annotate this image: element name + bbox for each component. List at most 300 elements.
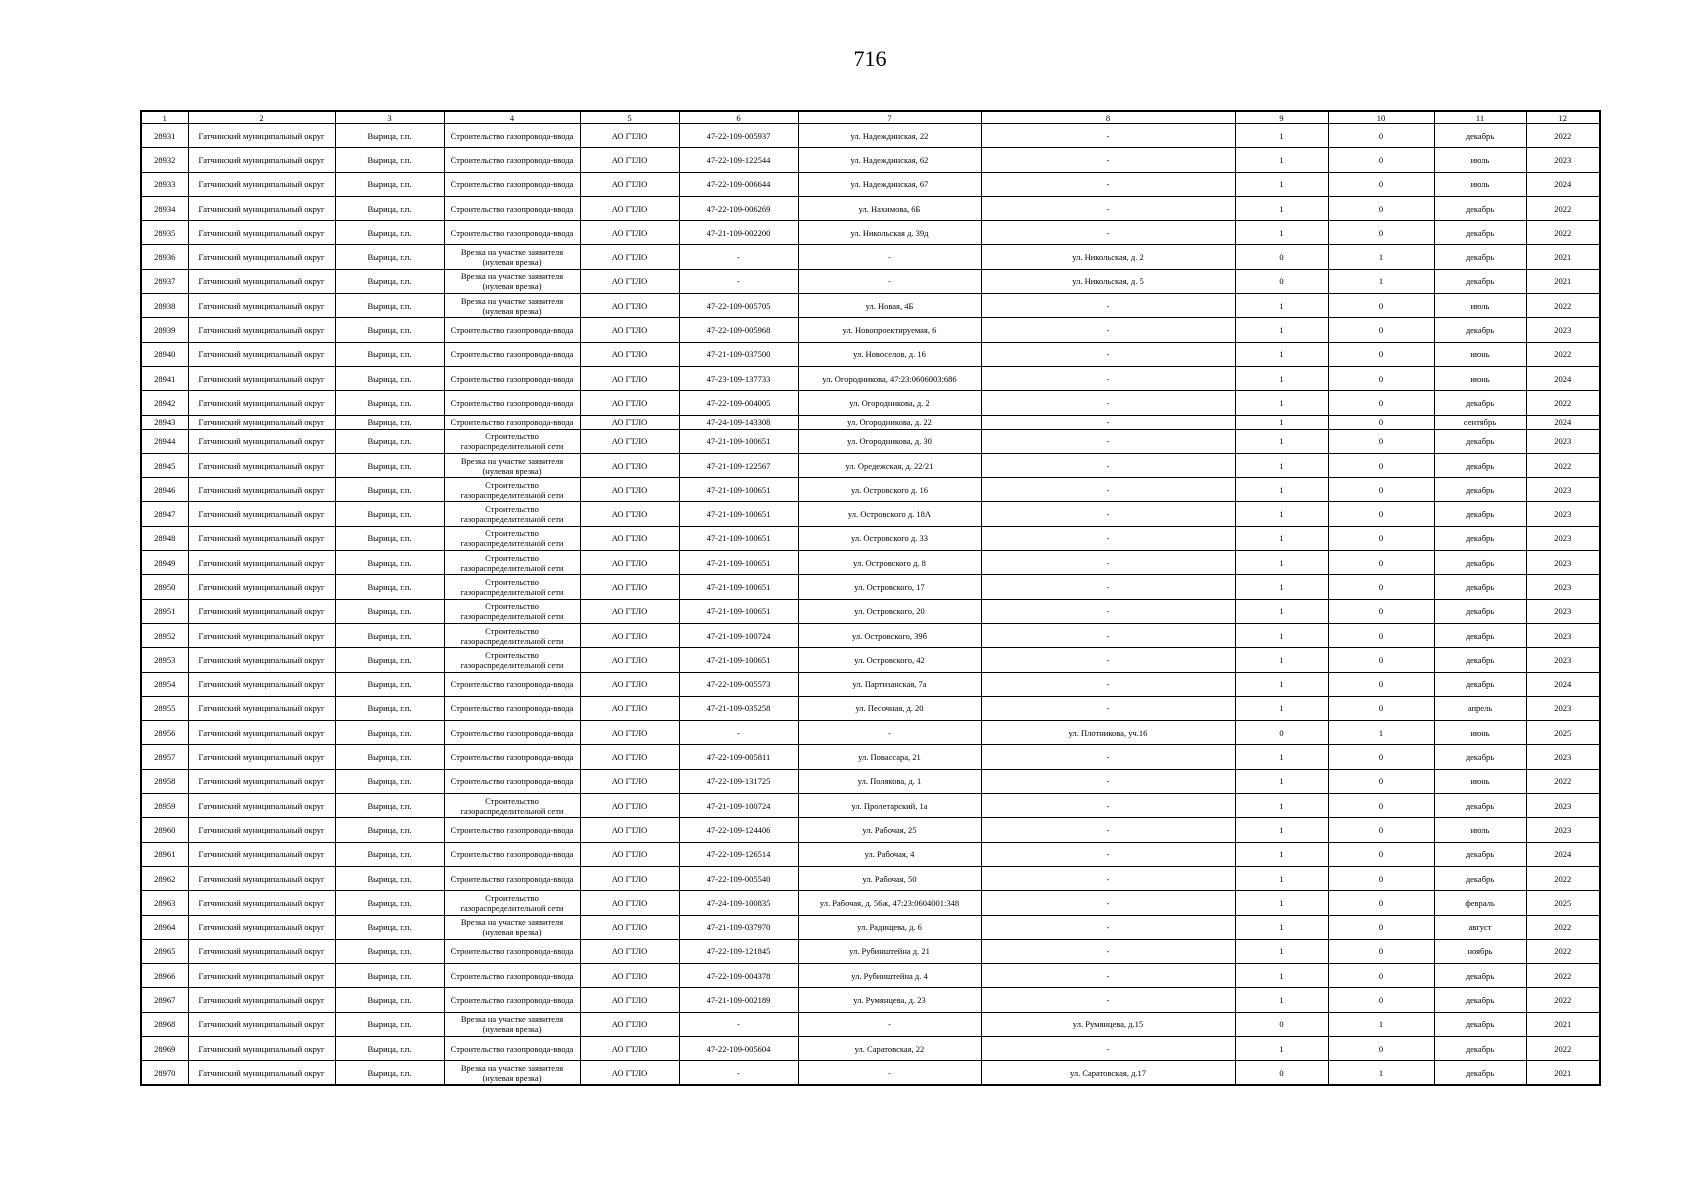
- month-cell: июль: [1434, 294, 1526, 318]
- count-b-cell: 0: [1328, 415, 1434, 429]
- address-cell: ул. Островского д. 16: [798, 478, 981, 502]
- table-row: [141, 245, 1600, 269]
- month-cell: декабрь: [1434, 124, 1526, 148]
- plot-address-cell: -: [981, 866, 1235, 890]
- municipal-district-cell: Гатчинский муниципальный округ: [188, 575, 335, 599]
- count-a-cell: 1: [1235, 453, 1328, 477]
- year-cell: 2023: [1526, 599, 1600, 623]
- month-cell: декабрь: [1434, 648, 1526, 672]
- plot-address-cell: -: [981, 318, 1235, 342]
- municipal-district-cell: Гатчинский муниципальный округ: [188, 391, 335, 415]
- year-cell: 2022: [1526, 294, 1600, 318]
- organization-cell: АО ГТЛО: [580, 551, 679, 575]
- organization-cell: АО ГТЛО: [580, 915, 679, 939]
- address-cell: ул. Огородникова, д. 30: [798, 429, 981, 453]
- month-cell: ноябрь: [1434, 939, 1526, 963]
- plot-address-cell: -: [981, 891, 1235, 915]
- address-cell: ул. Пролетарский, 1а: [798, 794, 981, 818]
- year-cell: 2023: [1526, 648, 1600, 672]
- month-cell: декабрь: [1434, 842, 1526, 866]
- year-cell: 2023: [1526, 429, 1600, 453]
- address-cell: ул. Рабочая, 50: [798, 866, 981, 890]
- work-type-cell: Врезка на участке заявителя (нулевая врезка): [444, 294, 580, 318]
- settlement-cell: Вырица, г.п.: [335, 294, 444, 318]
- year-cell: 2023: [1526, 745, 1600, 769]
- count-b-cell: 0: [1328, 964, 1434, 988]
- settlement-cell: Вырица, г.п.: [335, 769, 444, 793]
- organization-cell: АО ГТЛО: [580, 988, 679, 1012]
- application-number-cell: 47-22-109-005705: [679, 294, 798, 318]
- table-row: [141, 415, 1600, 429]
- count-b-cell: 0: [1328, 1036, 1434, 1060]
- table-header: [141, 111, 1600, 124]
- organization-cell: АО ГТЛО: [580, 342, 679, 366]
- application-number-cell: -: [679, 721, 798, 745]
- table-row: [141, 672, 1600, 696]
- plot-address-cell: -: [981, 769, 1235, 793]
- year-cell: 2022: [1526, 915, 1600, 939]
- settlement-cell: Вырица, г.п.: [335, 551, 444, 575]
- table-row: [141, 964, 1600, 988]
- application-number-cell: 47-22-109-126514: [679, 842, 798, 866]
- column-header: 1: [141, 111, 188, 124]
- organization-cell: АО ГТЛО: [580, 429, 679, 453]
- column-header: 11: [1434, 111, 1526, 124]
- settlement-cell: Вырица, г.п.: [335, 478, 444, 502]
- application-number-cell: -: [679, 269, 798, 293]
- count-a-cell: 1: [1235, 391, 1328, 415]
- municipal-district-cell: Гатчинский муниципальный округ: [188, 1061, 335, 1085]
- count-b-cell: 0: [1328, 623, 1434, 647]
- year-cell: 2022: [1526, 1036, 1600, 1060]
- count-b-cell: 0: [1328, 221, 1434, 245]
- work-type-cell: Строительство газораспределительной сети: [444, 575, 580, 599]
- table-row: [141, 623, 1600, 647]
- count-a-cell: 1: [1235, 196, 1328, 220]
- row-number-cell: 28935: [141, 221, 188, 245]
- table-row: [141, 502, 1600, 526]
- count-a-cell: 1: [1235, 988, 1328, 1012]
- municipal-district-cell: Гатчинский муниципальный округ: [188, 696, 335, 720]
- row-number-cell: 28942: [141, 391, 188, 415]
- row-number-cell: 28968: [141, 1012, 188, 1036]
- plot-address-cell: -: [981, 366, 1235, 390]
- count-a-cell: 1: [1235, 478, 1328, 502]
- table-row: [141, 721, 1600, 745]
- count-b-cell: 0: [1328, 453, 1434, 477]
- table-row: [141, 769, 1600, 793]
- application-number-cell: 47-22-109-005968: [679, 318, 798, 342]
- organization-cell: АО ГТЛО: [580, 269, 679, 293]
- municipal-district-cell: Гатчинский муниципальный округ: [188, 915, 335, 939]
- year-cell: 2021: [1526, 245, 1600, 269]
- application-number-cell: 47-22-109-121845: [679, 939, 798, 963]
- address-cell: ул. Надеждинская, 62: [798, 148, 981, 172]
- column-header: 9: [1235, 111, 1328, 124]
- work-type-cell: Врезка на участке заявителя (нулевая врезка): [444, 453, 580, 477]
- month-cell: июнь: [1434, 721, 1526, 745]
- year-cell: 2022: [1526, 221, 1600, 245]
- work-type-cell: Врезка на участке заявителя (нулевая врезка): [444, 1012, 580, 1036]
- table-row: [141, 526, 1600, 550]
- plot-address-cell: ул. Плотникова, уч.16: [981, 721, 1235, 745]
- municipal-district-cell: Гатчинский муниципальный округ: [188, 745, 335, 769]
- month-cell: август: [1434, 915, 1526, 939]
- application-number-cell: 47-21-109-100651: [679, 599, 798, 623]
- municipal-district-cell: Гатчинский муниципальный округ: [188, 769, 335, 793]
- organization-cell: АО ГТЛО: [580, 196, 679, 220]
- year-cell: 2023: [1526, 478, 1600, 502]
- count-b-cell: 0: [1328, 891, 1434, 915]
- settlement-cell: Вырица, г.п.: [335, 342, 444, 366]
- municipal-district-cell: Гатчинский муниципальный округ: [188, 415, 335, 429]
- work-type-cell: Врезка на участке заявителя (нулевая врезка): [444, 1061, 580, 1085]
- table-row: [141, 221, 1600, 245]
- settlement-cell: Вырица, г.п.: [335, 939, 444, 963]
- count-a-cell: 1: [1235, 648, 1328, 672]
- row-number-cell: 28949: [141, 551, 188, 575]
- row-number-cell: 28961: [141, 842, 188, 866]
- address-cell: ул. Островского д. 18А: [798, 502, 981, 526]
- work-type-cell: Строительство газопровода-ввода: [444, 342, 580, 366]
- month-cell: июнь: [1434, 366, 1526, 390]
- count-a-cell: 0: [1235, 245, 1328, 269]
- organization-cell: АО ГТЛО: [580, 391, 679, 415]
- count-a-cell: 1: [1235, 526, 1328, 550]
- application-number-cell: 47-22-109-004005: [679, 391, 798, 415]
- count-a-cell: 1: [1235, 124, 1328, 148]
- year-cell: 2022: [1526, 453, 1600, 477]
- plot-address-cell: ул. Никольская, д. 2: [981, 245, 1235, 269]
- year-cell: 2022: [1526, 391, 1600, 415]
- row-number-cell: 28966: [141, 964, 188, 988]
- municipal-district-cell: Гатчинский муниципальный округ: [188, 453, 335, 477]
- table-row: [141, 294, 1600, 318]
- work-type-cell: Строительство газопровода-ввода: [444, 124, 580, 148]
- settlement-cell: Вырица, г.п.: [335, 269, 444, 293]
- count-a-cell: 1: [1235, 696, 1328, 720]
- month-cell: июль: [1434, 148, 1526, 172]
- application-number-cell: 47-21-109-122567: [679, 453, 798, 477]
- organization-cell: АО ГТЛО: [580, 964, 679, 988]
- settlement-cell: Вырица, г.п.: [335, 623, 444, 647]
- count-a-cell: 1: [1235, 366, 1328, 390]
- count-b-cell: 0: [1328, 478, 1434, 502]
- organization-cell: АО ГТЛО: [580, 294, 679, 318]
- application-number-cell: 47-22-109-005604: [679, 1036, 798, 1060]
- table-row: [141, 1036, 1600, 1060]
- month-cell: июнь: [1434, 342, 1526, 366]
- count-b-cell: 0: [1328, 842, 1434, 866]
- settlement-cell: Вырица, г.п.: [335, 745, 444, 769]
- settlement-cell: Вырица, г.п.: [335, 415, 444, 429]
- row-number-cell: 28963: [141, 891, 188, 915]
- plot-address-cell: -: [981, 415, 1235, 429]
- organization-cell: АО ГТЛО: [580, 769, 679, 793]
- settlement-cell: Вырица, г.п.: [335, 794, 444, 818]
- table-row: [141, 575, 1600, 599]
- year-cell: 2024: [1526, 366, 1600, 390]
- organization-cell: АО ГТЛО: [580, 1061, 679, 1085]
- settlement-cell: Вырица, г.п.: [335, 988, 444, 1012]
- plot-address-cell: -: [981, 1036, 1235, 1060]
- work-type-cell: Строительство газопровода-ввода: [444, 866, 580, 890]
- table-row: [141, 915, 1600, 939]
- count-b-cell: 0: [1328, 939, 1434, 963]
- count-a-cell: 1: [1235, 599, 1328, 623]
- year-cell: 2022: [1526, 196, 1600, 220]
- row-number-cell: 28969: [141, 1036, 188, 1060]
- page-number: 716: [853, 46, 887, 71]
- settlement-cell: Вырица, г.п.: [335, 526, 444, 550]
- address-cell: ул. Партизанская, 7а: [798, 672, 981, 696]
- settlement-cell: Вырица, г.п.: [335, 453, 444, 477]
- table-row: [141, 391, 1600, 415]
- count-b-cell: 1: [1328, 245, 1434, 269]
- table-row: [141, 366, 1600, 390]
- year-cell: 2023: [1526, 575, 1600, 599]
- table-row: [141, 196, 1600, 220]
- application-number-cell: 47-22-109-005573: [679, 672, 798, 696]
- settlement-cell: Вырица, г.п.: [335, 915, 444, 939]
- organization-cell: АО ГТЛО: [580, 1012, 679, 1036]
- row-number-cell: 28953: [141, 648, 188, 672]
- count-a-cell: 1: [1235, 575, 1328, 599]
- settlement-cell: Вырица, г.п.: [335, 429, 444, 453]
- address-cell: ул. Рубинштейна д. 4: [798, 964, 981, 988]
- count-a-cell: 1: [1235, 769, 1328, 793]
- year-cell: 2023: [1526, 502, 1600, 526]
- count-a-cell: 1: [1235, 1036, 1328, 1060]
- count-b-cell: 0: [1328, 696, 1434, 720]
- month-cell: декабрь: [1434, 478, 1526, 502]
- settlement-cell: Вырица, г.п.: [335, 318, 444, 342]
- settlement-cell: Вырица, г.п.: [335, 891, 444, 915]
- count-b-cell: 0: [1328, 866, 1434, 890]
- year-cell: 2023: [1526, 526, 1600, 550]
- year-cell: 2023: [1526, 696, 1600, 720]
- work-type-cell: Врезка на участке заявителя (нулевая врезка): [444, 245, 580, 269]
- table-row: [141, 269, 1600, 293]
- work-type-cell: Строительство газопровода-ввода: [444, 745, 580, 769]
- plot-address-cell: -: [981, 599, 1235, 623]
- municipal-district-cell: Гатчинский муниципальный округ: [188, 318, 335, 342]
- address-cell: ул. Новая, 4Б: [798, 294, 981, 318]
- year-cell: 2024: [1526, 172, 1600, 196]
- application-number-cell: 47-21-109-100651: [679, 551, 798, 575]
- plot-address-cell: -: [981, 391, 1235, 415]
- application-number-cell: 47-24-109-100835: [679, 891, 798, 915]
- count-b-cell: 0: [1328, 915, 1434, 939]
- plot-address-cell: -: [981, 294, 1235, 318]
- count-a-cell: 1: [1235, 502, 1328, 526]
- year-cell: 2023: [1526, 318, 1600, 342]
- column-number-row: [141, 111, 1600, 124]
- organization-cell: АО ГТЛО: [580, 891, 679, 915]
- table-row: [141, 453, 1600, 477]
- address-cell: ул. Островского д. 33: [798, 526, 981, 550]
- settlement-cell: Вырица, г.п.: [335, 672, 444, 696]
- row-number-cell: 28934: [141, 196, 188, 220]
- address-cell: -: [798, 269, 981, 293]
- count-b-cell: 0: [1328, 818, 1434, 842]
- column-header: 12: [1526, 111, 1600, 124]
- address-cell: ул. Никольская д. 39д: [798, 221, 981, 245]
- count-b-cell: 0: [1328, 366, 1434, 390]
- month-cell: июль: [1434, 172, 1526, 196]
- month-cell: июнь: [1434, 769, 1526, 793]
- month-cell: декабрь: [1434, 526, 1526, 550]
- plot-address-cell: ул. Саратовская, д.17: [981, 1061, 1235, 1085]
- count-a-cell: 1: [1235, 318, 1328, 342]
- work-type-cell: Строительство газораспределительной сети: [444, 599, 580, 623]
- municipal-district-cell: Гатчинский муниципальный округ: [188, 939, 335, 963]
- count-b-cell: 0: [1328, 391, 1434, 415]
- address-cell: ул. Рабочая, 4: [798, 842, 981, 866]
- application-number-cell: 47-22-109-122544: [679, 148, 798, 172]
- organization-cell: АО ГТЛО: [580, 745, 679, 769]
- count-b-cell: 0: [1328, 342, 1434, 366]
- work-type-cell: Врезка на участке заявителя (нулевая врезка): [444, 915, 580, 939]
- work-type-cell: Строительство газопровода-ввода: [444, 196, 580, 220]
- count-a-cell: 1: [1235, 866, 1328, 890]
- count-a-cell: 1: [1235, 842, 1328, 866]
- work-type-cell: Строительство газораспределительной сети: [444, 891, 580, 915]
- municipal-district-cell: Гатчинский муниципальный округ: [188, 294, 335, 318]
- address-cell: ул. Островского д. 8: [798, 551, 981, 575]
- year-cell: 2022: [1526, 124, 1600, 148]
- work-type-cell: Строительство газопровода-ввода: [444, 415, 580, 429]
- municipal-district-cell: Гатчинский муниципальный округ: [188, 526, 335, 550]
- plot-address-cell: -: [981, 196, 1235, 220]
- table-row: [141, 478, 1600, 502]
- organization-cell: АО ГТЛО: [580, 721, 679, 745]
- municipal-district-cell: Гатчинский муниципальный округ: [188, 124, 335, 148]
- table-row: [141, 342, 1600, 366]
- row-number-cell: 28938: [141, 294, 188, 318]
- organization-cell: АО ГТЛО: [580, 818, 679, 842]
- count-a-cell: 1: [1235, 964, 1328, 988]
- organization-cell: АО ГТЛО: [580, 415, 679, 429]
- month-cell: декабрь: [1434, 429, 1526, 453]
- work-type-cell: Строительство газопровода-ввода: [444, 1036, 580, 1060]
- plot-address-cell: -: [981, 915, 1235, 939]
- work-type-cell: Строительство газораспределительной сети: [444, 623, 580, 647]
- table-row: [141, 745, 1600, 769]
- count-b-cell: 0: [1328, 599, 1434, 623]
- month-cell: декабрь: [1434, 745, 1526, 769]
- work-type-cell: Строительство газопровода-ввода: [444, 366, 580, 390]
- count-a-cell: 1: [1235, 172, 1328, 196]
- settlement-cell: Вырица, г.п.: [335, 221, 444, 245]
- row-number-cell: 28950: [141, 575, 188, 599]
- application-number-cell: 47-21-109-100651: [679, 526, 798, 550]
- plot-address-cell: -: [981, 964, 1235, 988]
- year-cell: 2022: [1526, 866, 1600, 890]
- count-a-cell: 0: [1235, 269, 1328, 293]
- month-cell: декабрь: [1434, 453, 1526, 477]
- application-number-cell: 47-21-109-100724: [679, 794, 798, 818]
- settlement-cell: Вырица, г.п.: [335, 696, 444, 720]
- year-cell: 2024: [1526, 842, 1600, 866]
- application-number-cell: 47-21-109-100724: [679, 623, 798, 647]
- plot-address-cell: -: [981, 842, 1235, 866]
- count-b-cell: 1: [1328, 1061, 1434, 1085]
- organization-cell: АО ГТЛО: [580, 599, 679, 623]
- organization-cell: АО ГТЛО: [580, 672, 679, 696]
- table-row: [141, 842, 1600, 866]
- application-number-cell: 47-22-109-131725: [679, 769, 798, 793]
- month-cell: декабрь: [1434, 269, 1526, 293]
- application-number-cell: 47-21-109-002200: [679, 221, 798, 245]
- organization-cell: АО ГТЛО: [580, 502, 679, 526]
- application-number-cell: 47-22-109-124406: [679, 818, 798, 842]
- settlement-cell: Вырица, г.п.: [335, 502, 444, 526]
- settlement-cell: Вырица, г.п.: [335, 391, 444, 415]
- row-number-cell: 28962: [141, 866, 188, 890]
- application-number-cell: 47-21-109-100651: [679, 648, 798, 672]
- work-type-cell: Строительство газопровода-ввода: [444, 769, 580, 793]
- work-type-cell: Строительство газопровода-ввода: [444, 818, 580, 842]
- municipal-district-cell: Гатчинский муниципальный округ: [188, 1036, 335, 1060]
- count-a-cell: 1: [1235, 148, 1328, 172]
- table-row: [141, 866, 1600, 890]
- organization-cell: АО ГТЛО: [580, 696, 679, 720]
- application-number-cell: 47-22-109-005937: [679, 124, 798, 148]
- application-number-cell: 47-24-109-143308: [679, 415, 798, 429]
- count-b-cell: 0: [1328, 988, 1434, 1012]
- application-number-cell: -: [679, 245, 798, 269]
- organization-cell: АО ГТЛО: [580, 366, 679, 390]
- work-type-cell: Строительство газопровода-ввода: [444, 148, 580, 172]
- organization-cell: АО ГТЛО: [580, 526, 679, 550]
- plot-address-cell: -: [981, 672, 1235, 696]
- row-number-cell: 28956: [141, 721, 188, 745]
- work-type-cell: Строительство газопровода-ввода: [444, 221, 580, 245]
- month-cell: декабрь: [1434, 672, 1526, 696]
- row-number-cell: 28959: [141, 794, 188, 818]
- row-number-cell: 28967: [141, 988, 188, 1012]
- plot-address-cell: -: [981, 575, 1235, 599]
- municipal-district-cell: Гатчинский муниципальный округ: [188, 172, 335, 196]
- address-cell: -: [798, 721, 981, 745]
- municipal-district-cell: Гатчинский муниципальный округ: [188, 502, 335, 526]
- month-cell: декабрь: [1434, 1061, 1526, 1085]
- year-cell: 2021: [1526, 269, 1600, 293]
- municipal-district-cell: Гатчинский муниципальный округ: [188, 866, 335, 890]
- municipal-district-cell: Гатчинский муниципальный округ: [188, 551, 335, 575]
- count-b-cell: 0: [1328, 672, 1434, 696]
- municipal-district-cell: Гатчинский муниципальный округ: [188, 648, 335, 672]
- count-a-cell: 1: [1235, 939, 1328, 963]
- row-number-cell: 28958: [141, 769, 188, 793]
- application-number-cell: 47-22-109-004378: [679, 964, 798, 988]
- month-cell: сентябрь: [1434, 415, 1526, 429]
- settlement-cell: Вырица, г.п.: [335, 124, 444, 148]
- month-cell: декабрь: [1434, 988, 1526, 1012]
- plot-address-cell: -: [981, 648, 1235, 672]
- address-cell: ул. Островского, 42: [798, 648, 981, 672]
- year-cell: 2022: [1526, 769, 1600, 793]
- month-cell: декабрь: [1434, 794, 1526, 818]
- count-a-cell: 0: [1235, 721, 1328, 745]
- settlement-cell: Вырица, г.п.: [335, 648, 444, 672]
- plot-address-cell: -: [981, 526, 1235, 550]
- municipal-district-cell: Гатчинский муниципальный округ: [188, 1012, 335, 1036]
- municipal-district-cell: Гатчинский муниципальный округ: [188, 599, 335, 623]
- column-header: 10: [1328, 111, 1434, 124]
- count-b-cell: 0: [1328, 294, 1434, 318]
